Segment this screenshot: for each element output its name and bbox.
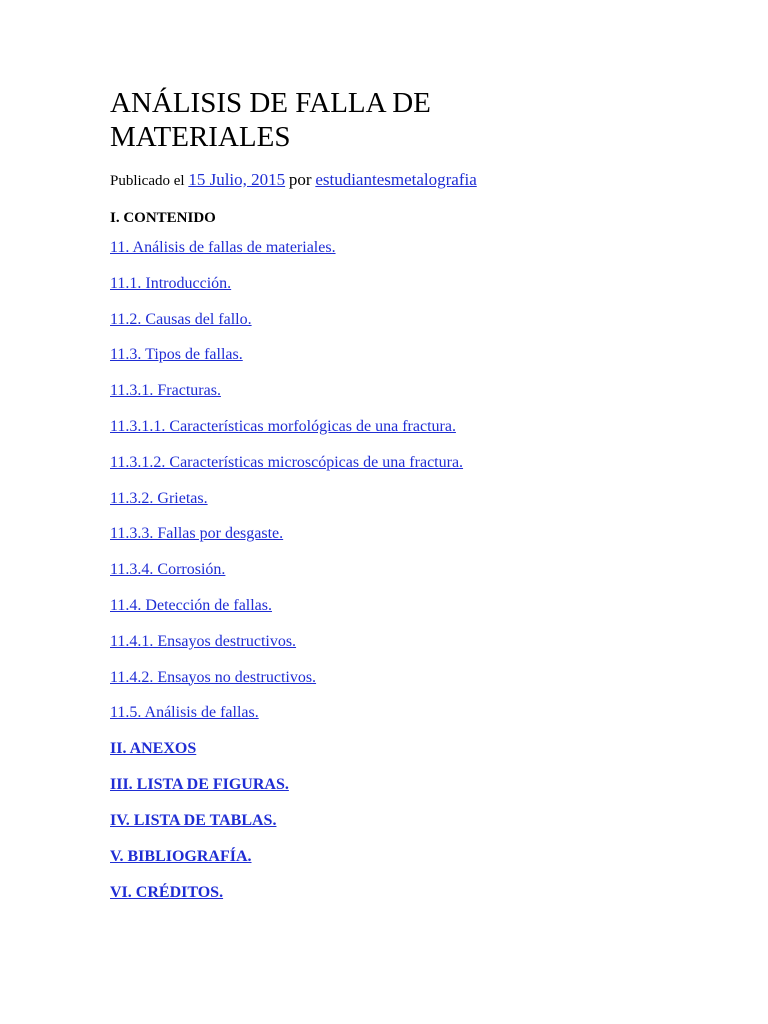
toc-item xyxy=(110,345,730,381)
toc-item xyxy=(110,310,730,346)
section-item xyxy=(110,811,730,847)
post-meta xyxy=(110,170,730,191)
toc-item xyxy=(110,596,730,632)
published-prefix: Publicado el xyxy=(110,173,185,189)
toc-link[interactable]: 11. Análisis de fallas de materiales. xyxy=(110,239,336,256)
toc-link[interactable]: 11.3. Tipos de fallas. xyxy=(110,346,243,364)
toc-link[interactable]: 11.3.3. Fallas por desgaste. xyxy=(110,525,284,543)
toc-link[interactable]: 11.4. Detección de fallas. xyxy=(110,596,273,614)
section-item xyxy=(110,739,730,775)
table-of-contents xyxy=(110,238,730,739)
post-date-link[interactable]: 15 Julio, 2015 xyxy=(188,170,286,189)
toc-item xyxy=(110,453,730,489)
toc-item xyxy=(110,668,730,704)
toc-link[interactable]: 11.2. Causas del fallo. xyxy=(110,310,252,328)
toc-item xyxy=(110,489,730,525)
section-item xyxy=(110,775,730,811)
article xyxy=(110,86,730,919)
section-item xyxy=(110,883,730,919)
toc-item xyxy=(110,703,730,739)
by-label: por xyxy=(288,170,312,189)
toc-link[interactable]: 11.5. Análisis de fallas. xyxy=(110,704,259,722)
toc-link[interactable]: 11.3.1.2. Características microscópicas de una fractura. xyxy=(110,453,464,471)
title-line-2: MATERIALES xyxy=(110,121,291,153)
toc-link[interactable]: 11.4.2. Ensayos no destructivos. xyxy=(110,668,317,686)
section-link-lista-figuras[interactable]: III. LISTA DE FIGURAS. xyxy=(110,776,289,794)
toc-link[interactable]: 11.3.4. Corrosión. xyxy=(110,561,226,579)
toc-item xyxy=(110,524,730,560)
section-links xyxy=(110,739,730,919)
toc-item xyxy=(110,417,730,453)
toc-item xyxy=(110,560,730,596)
section-link-creditos[interactable]: VI. CRÉDITOS. xyxy=(110,884,224,902)
toc-link[interactable]: 11.3.1. Fracturas. xyxy=(110,382,221,400)
section-item xyxy=(110,847,730,883)
section-link-lista-tablas[interactable]: IV. LISTA DE TABLAS. xyxy=(110,812,277,830)
toc-item xyxy=(110,632,730,668)
author-link[interactable]: estudiantesmetalografia xyxy=(315,170,477,189)
section-link-bibliografia[interactable]: V. BIBLIOGRAFÍA. xyxy=(110,848,252,866)
section-link-anexos[interactable]: II. ANEXOS xyxy=(110,740,197,758)
toc-link[interactable]: 11.4.1. Ensayos destructivos. xyxy=(110,632,297,650)
toc-link[interactable]: 11.1. Introducción. xyxy=(110,274,232,292)
toc-item xyxy=(110,238,730,274)
toc-item xyxy=(110,381,730,417)
toc-link[interactable]: 11.3.2. Grietas. xyxy=(110,489,208,507)
toc-item xyxy=(110,274,730,310)
page-title xyxy=(110,86,730,154)
contents-heading: I. CONTENIDO xyxy=(110,210,216,226)
toc-link[interactable]: 11.3.1.1. Características morfológicas de una fractura. xyxy=(110,417,456,435)
title-line-1: ANÁLISIS DE FALLA DE xyxy=(110,87,431,119)
